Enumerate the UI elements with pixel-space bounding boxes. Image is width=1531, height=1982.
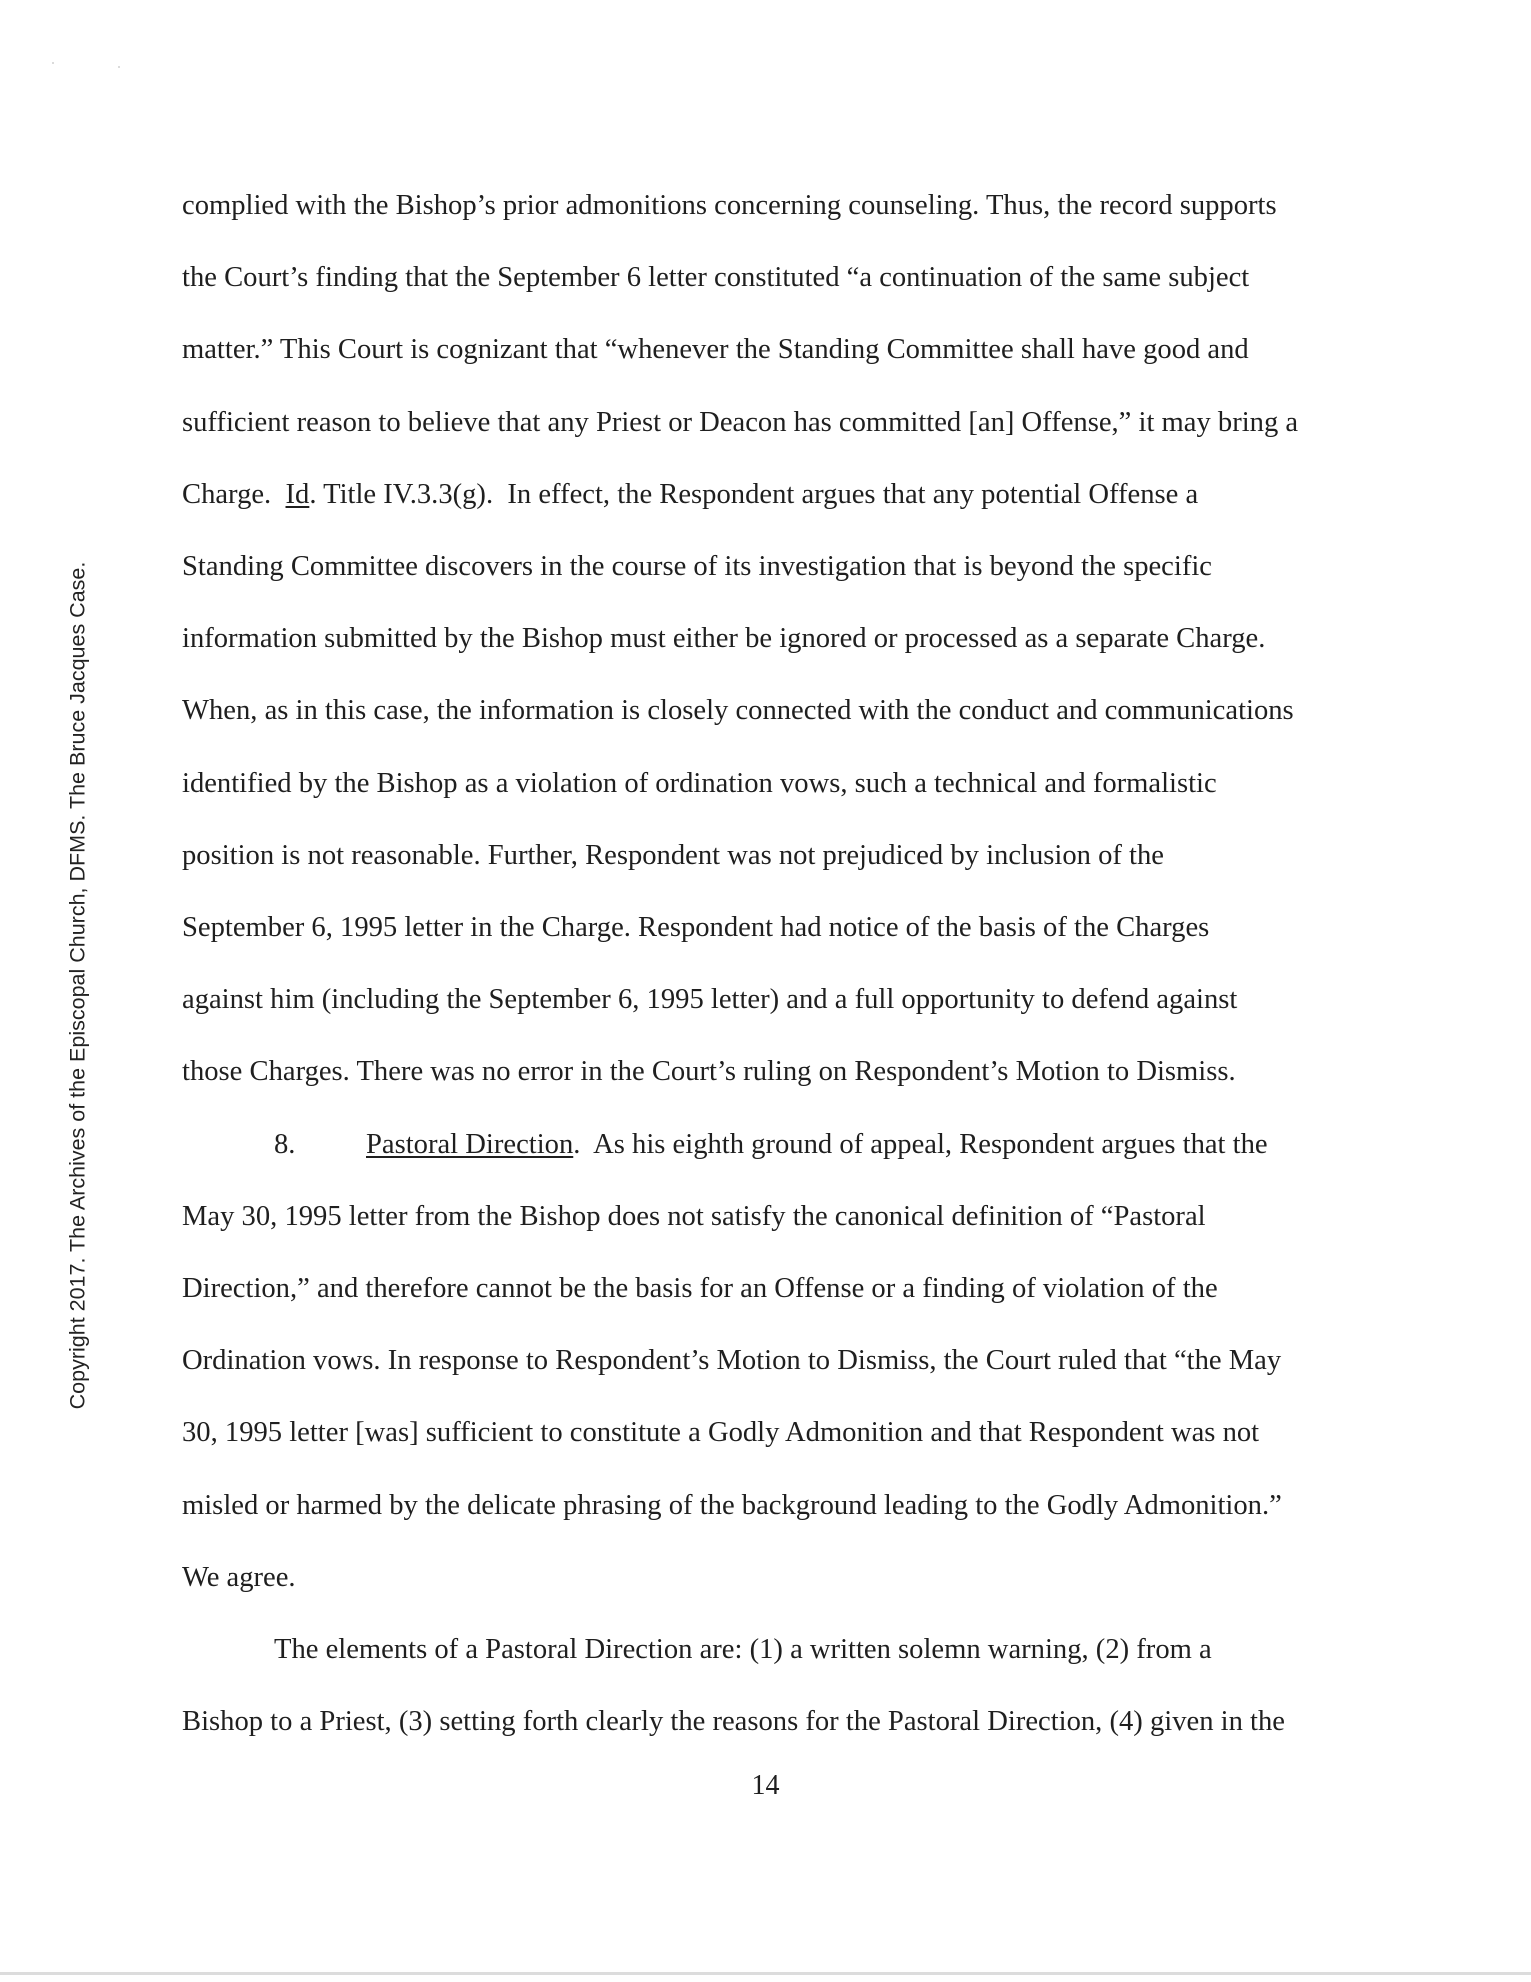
text-line: Ordination vows. In response to Respondent’s Motion to Dismiss, the Court ruled that “the May (182, 1345, 1282, 1377)
text-line (182, 1109, 1372, 1181)
text-line: sufficient reason to believe that any Priest or Deacon has committed [an] Offense,” it may bring a (182, 406, 1299, 438)
section-heading: Pastoral Direction (366, 1128, 574, 1160)
page-number: 14 (751, 1770, 780, 1801)
text-line (182, 459, 1372, 531)
text-line: against him (including the September 6, 1995 letter) and a full opportunity to defend against (182, 984, 1238, 1016)
document-body (182, 170, 1372, 1758)
text-line: misled or harmed by the delicate phrasing of the background leading to the Godly Admonition.” (182, 1489, 1282, 1521)
text-line: position is not reasonable. Further, Respondent was not prejudiced by inclusion of the (182, 839, 1164, 871)
paragraph-number: 8. (274, 1128, 296, 1160)
copyright-sidebar (58, 490, 98, 1480)
text-fragment: Charge. (182, 478, 286, 510)
text-line: The elements of a Pastoral Direction are: (1) a written solemn warning, (2) from a (274, 1634, 1212, 1666)
text-line: Bishop to a Priest, (3) setting forth clearly the reasons for the Pastoral Direction, (4) given in the (182, 1706, 1285, 1738)
text-fragment: . As his eighth ground of appeal, Respondent argues that the (573, 1128, 1268, 1160)
text-fragment: . Title IV.3.3(g). In effect, the Respondent argues that any potential Offense a (309, 478, 1199, 510)
text-line: the Court’s finding that the September 6 letter constituted “a continuation of the same subject (182, 262, 1250, 294)
paragraph-elements (182, 1614, 1372, 1758)
paragraph-8 (182, 1109, 1372, 1614)
text-line: Direction,” and therefore cannot be the basis for an Offense or a finding of violation of the (182, 1273, 1218, 1305)
text-line: those Charges. There was no error in the Court’s ruling on Respondent’s Motion to Dismiss. (182, 1056, 1236, 1088)
text-line: complied with the Bishop’s prior admonitions concerning counseling. Thus, the record supports (182, 190, 1277, 221)
scan-edge-line (0, 1972, 1531, 1975)
copyright-notice: Copyright 2017. The Archives of the Episcopal Church, DFMS. The Bruce Jacques Case. (65, 561, 90, 1409)
text-line: 30, 1995 letter [was] sufficient to constitute a Godly Admonition and that Respondent was not (182, 1417, 1260, 1449)
text-line: May 30, 1995 letter from the Bishop does not satisfy the canonical definition of “Pastoral (182, 1200, 1206, 1232)
text-line: identified by the Bishop as a violation of ordination vows, such a technical and formalistic (182, 767, 1217, 799)
text-line: matter.” This Court is cognizant that “whenever the Standing Committee shall have good and (182, 334, 1249, 366)
paragraph-1 (182, 170, 1372, 1109)
text-line: information submitted by the Bishop must either be ignored or processed as a separate Charge. (182, 623, 1266, 655)
text-line: Standing Committee discovers in the course of its investigation that is beyond the specific (182, 551, 1212, 583)
text-line: We agree. (182, 1561, 296, 1593)
text-line: September 6, 1995 letter in the Charge. Respondent had notice of the basis of the Charges (182, 912, 1210, 944)
text-line: When, as in this case, the information is closely connected with the conduct and communications (182, 695, 1294, 727)
scan-speck (52, 62, 54, 64)
citation-id: Id (285, 478, 310, 510)
scan-speck (118, 66, 120, 68)
